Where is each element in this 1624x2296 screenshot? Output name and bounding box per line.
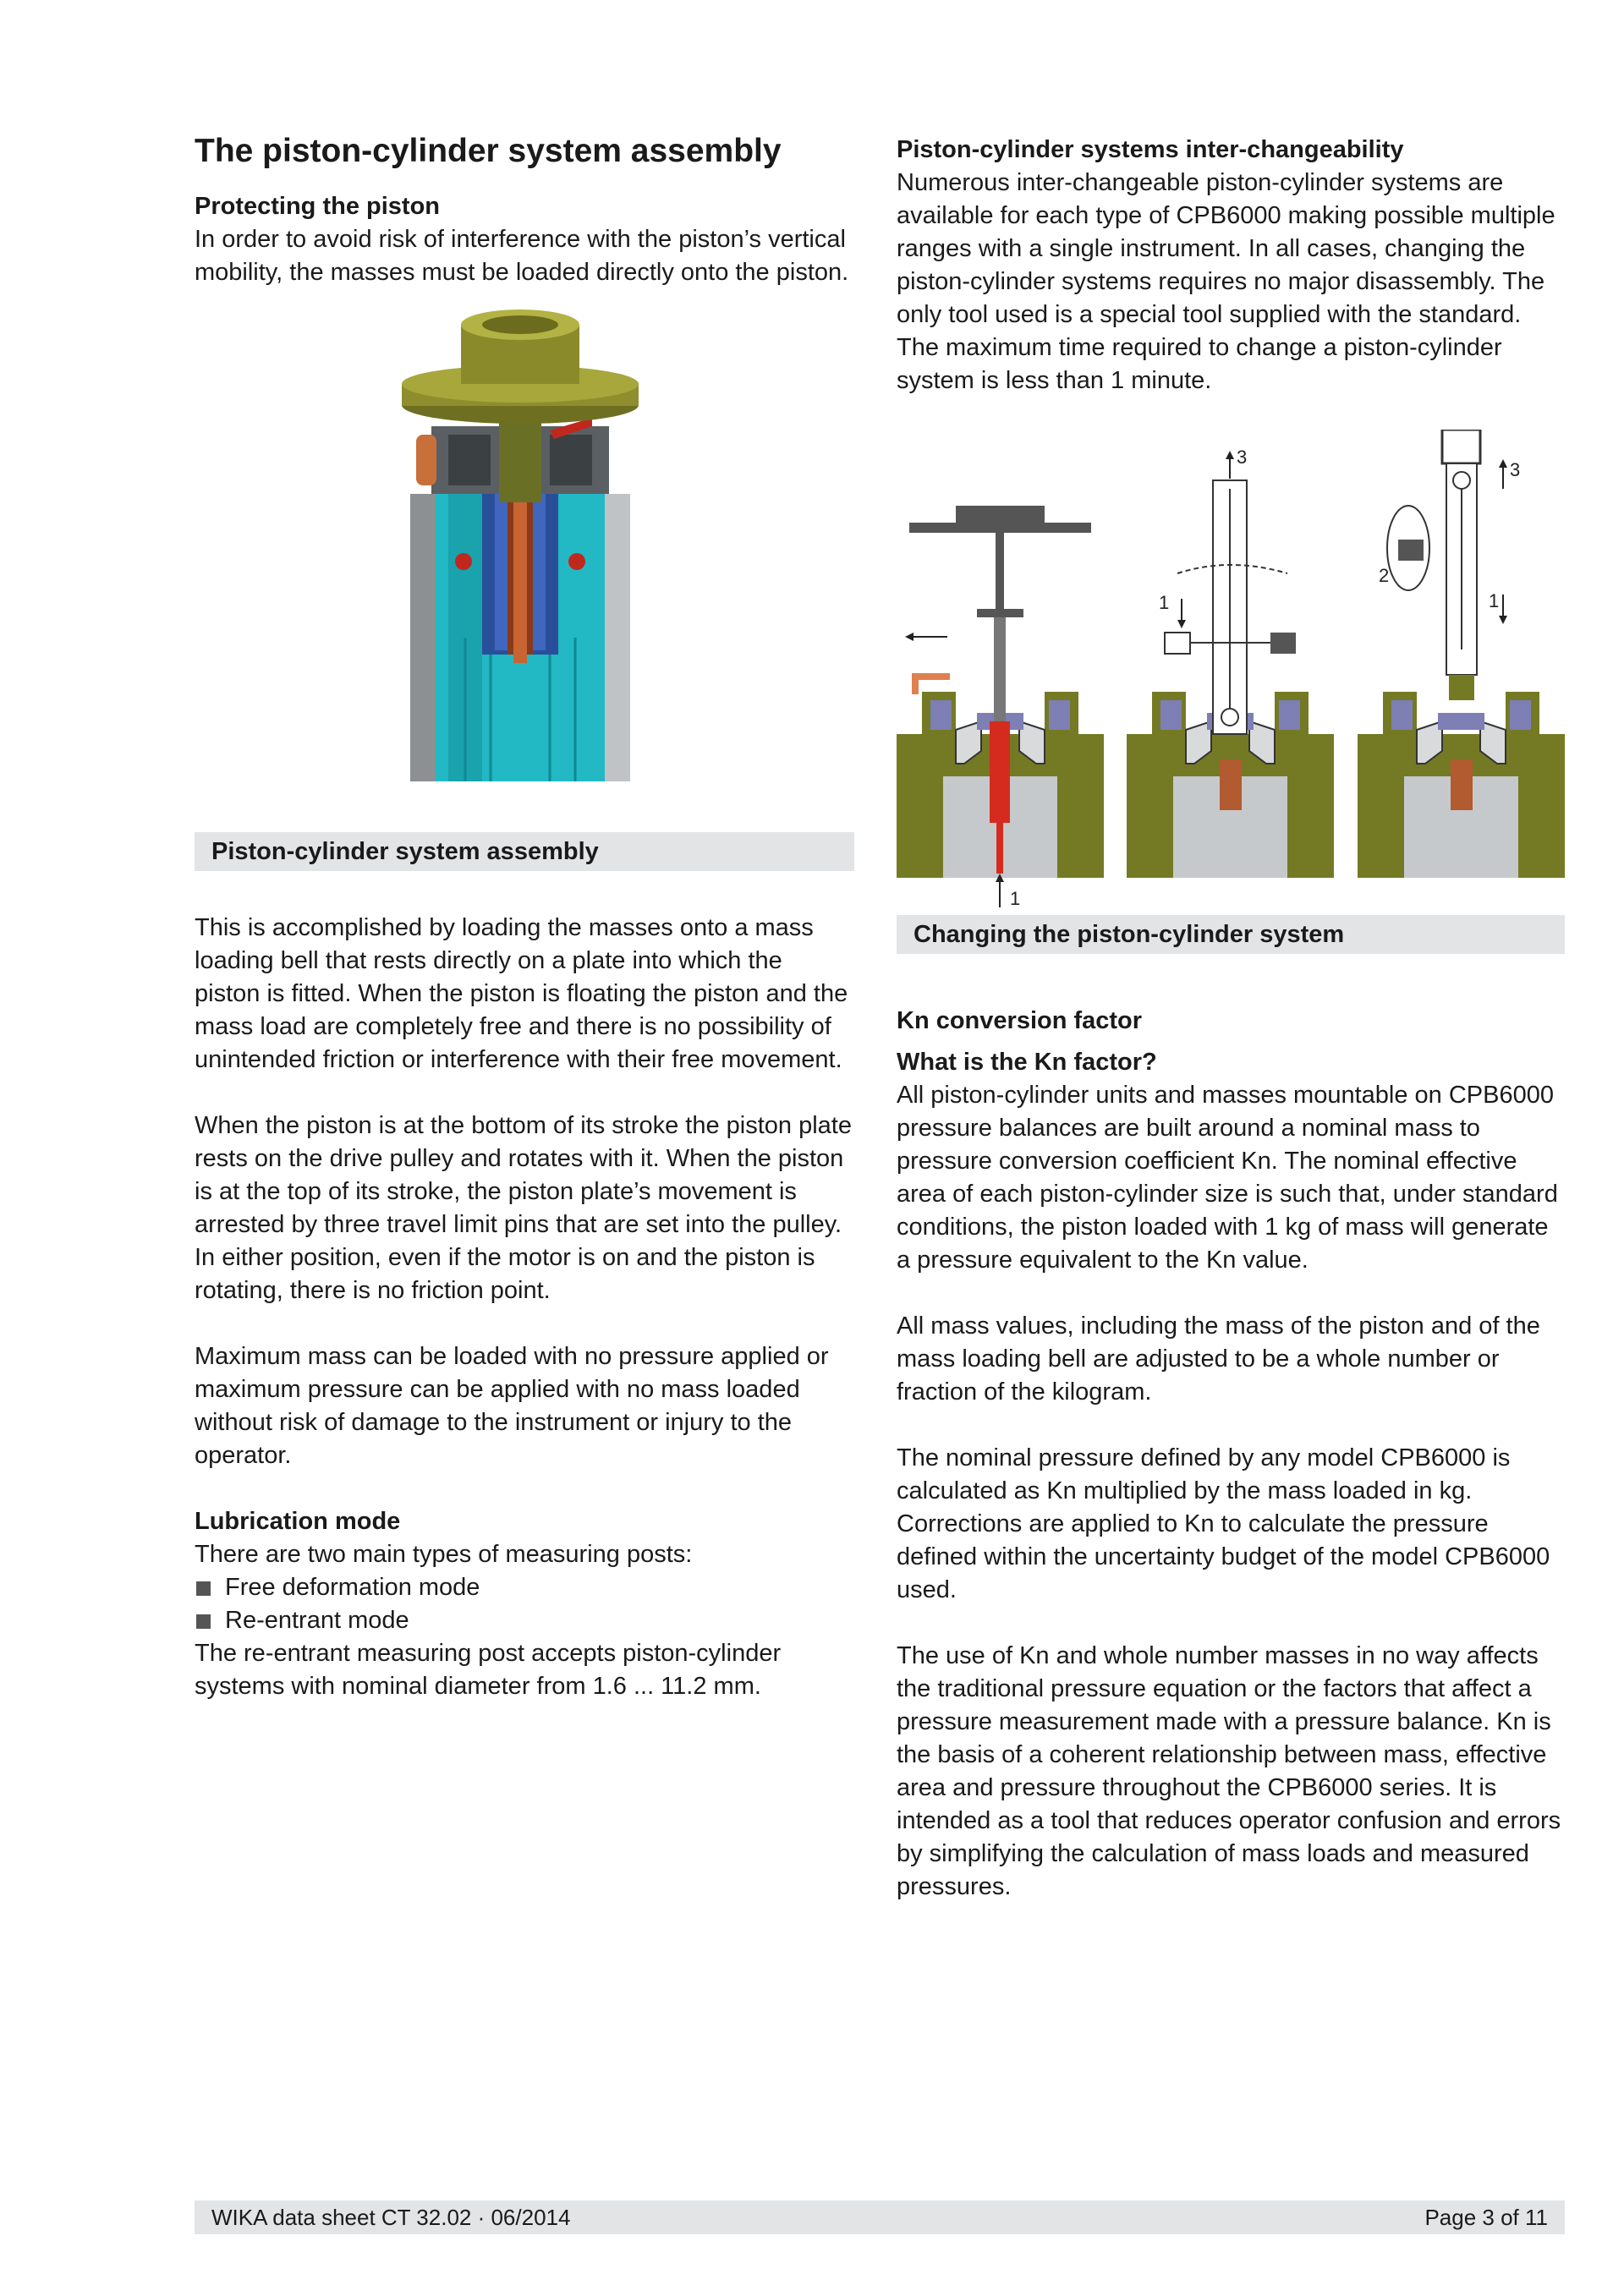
svg-text:1: 1 xyxy=(1489,590,1500,611)
svg-text:3: 3 xyxy=(1510,459,1521,480)
footer-datasheet-id: WIKA data sheet CT 32.02 · 06/2014 xyxy=(211,2205,571,2230)
piston-assembly-image xyxy=(195,299,854,832)
kn-paragraph-2: All mass values, including the mass of the piston and of the mass loading bell are adjusted to be a whole number or fraction of the kilogram. xyxy=(897,1312,1540,1406)
lubrication-list xyxy=(195,1571,854,1637)
diagram-step-2 xyxy=(1127,447,1334,878)
kn-paragraph-1: All piston-cylinder units and masses mountable on CPB6000 pressure balances are built around a nominal mass to pressure conversion coefficient Kn. The nominal effective area of each piston-cylinder size is such that, under standard conditions, the piston loaded with 1 kg of mass will generate a pressure equivalent to the Kn value. xyxy=(897,1082,1558,1274)
page-footer xyxy=(195,2200,1565,2234)
lubrication-intro: There are two main types of measuring posts: xyxy=(195,1540,693,1568)
changing-system-diagram xyxy=(897,430,1565,912)
diagram-step-1 xyxy=(897,506,1104,909)
interchange-text: Numerous inter-changeable piston-cylinder systems are available for each type of CPB6000 making possible multiple ranges with a single instrument. In all cases, changing the piston-cylinder systems requires no major disassembly. The only tool used is a special tool supplied with the standard. The maximum time required to change a piston-cylinder system is less than 1 minute. xyxy=(897,169,1555,394)
right-column xyxy=(897,127,1565,1904)
kn-paragraph-3: The nominal pressure defined by any model CPB6000 is calculated as Kn multiplied by the mass loaded in kg. Corrections are applied to Kn to calculate the pressure defined within the uncertainty budget of the model CPB6000 used. xyxy=(897,1444,1550,1603)
paragraph-loading-bell: This is accomplished by loading the masses onto a mass loading bell that rests directly on a plate into which the piston is fitted. When the piston is floating the piston and the mass load are completely free and there is no possibility of unintended friction or interference with their free movement. xyxy=(195,913,848,1073)
bullet-square-icon xyxy=(196,1581,211,1596)
lubrication-heading: Lubrication mode xyxy=(195,1507,401,1535)
lubrication-outro: The re-entrant measuring post accepts piston-cylinder systems with nominal diameter from 1.6 ... 11.2 mm. xyxy=(195,1639,782,1700)
page-title: The piston-cylinder system assembly xyxy=(195,133,782,169)
kn-paragraph-4: The use of Kn and whole number masses in no way affects the traditional pressure equation or the factors that affect a pressure measurement made with a pressure balance. Kn is the basis of a coherent relationship between mass, effective area and pressure throughout the CPB6000 series. It is intended as a tool that reduces operator confusion and errors by simplifying the calculation of mass loads and measured pressures. xyxy=(897,1642,1561,1900)
list-item: Free deformation mode xyxy=(195,1571,854,1604)
paragraph-max-mass: Maximum mass can be loaded with no pressure applied or maximum pressure can be applied with no mass loaded without risk of damage to the instrument or injury to the operator. xyxy=(195,1342,829,1469)
protect-text: In order to avoid risk of interference with the piston’s vertical mobility, the masses must be loaded directly onto the piston. xyxy=(195,225,849,286)
step-1-label: 1 xyxy=(1010,888,1021,909)
paragraph-stroke: When the piston is at the bottom of its stroke the piston plate rests on the drive pulley and rotates with it. When the piston is at the top of its stroke, the piston plate’s movement is arrested by three travel limit pins that are set into the pulley. In either position, even if the motor is on and the piston is rotating, there is no friction point. xyxy=(195,1111,852,1304)
bullet-square-icon xyxy=(196,1614,211,1629)
list-item: Re-entrant mode xyxy=(195,1604,854,1637)
assembly-figure-caption: Piston-cylinder system assembly xyxy=(195,832,854,871)
svg-text:3: 3 xyxy=(1237,447,1248,468)
left-column xyxy=(195,127,854,1703)
footer-page-number: Page 3 of 11 xyxy=(1424,2205,1548,2230)
diagram-step-3 xyxy=(1358,430,1565,878)
kn-heading: Kn conversion factor xyxy=(897,1007,1143,1034)
changing-figure-caption: Changing the piston-cylinder system xyxy=(897,915,1565,954)
interchange-heading: Piston-cylinder systems inter-changeability xyxy=(897,136,1404,163)
kn-subheading: What is the Kn factor? xyxy=(897,1049,1157,1076)
svg-text:1: 1 xyxy=(1159,592,1170,613)
svg-text:2: 2 xyxy=(1379,565,1390,586)
protect-heading: Protecting the piston xyxy=(195,192,440,220)
